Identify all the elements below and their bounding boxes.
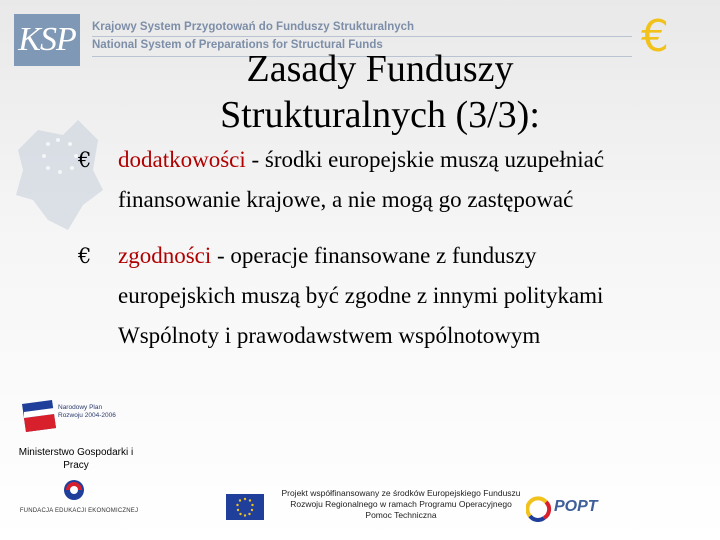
- bullet-term: zgodności: [118, 243, 212, 268]
- ksp-logo: KSP: [14, 14, 80, 66]
- header-line-pl: Krajowy System Przygotowań do Funduszy Strukturalnych: [92, 21, 415, 33]
- bullet-text: - środki europejskie muszą uzupełniać finansowanie krajowe, a nie mogą go zastępować: [118, 147, 605, 212]
- fundacja-label: FUNDACJA EDUKACJI EKONOMICZNEJ: [19, 508, 139, 514]
- bullet-list: [78, 140, 658, 372]
- euro-logo-icon: €: [641, 11, 669, 62]
- bullet-text: - operacje finansowane z funduszy europejskich muszą być zgodne z innymi politykami Wspólnoty i prawodawstwem wspólnotowym: [118, 243, 604, 348]
- popt-label: POPT: [554, 498, 598, 515]
- bullet-term: dodatkowości: [118, 147, 246, 172]
- fundacja-logo-icon: [60, 478, 88, 502]
- slide-title: Zasady Funduszy Strukturalnych (3/3):: [220, 48, 540, 136]
- header-line-en: National System of Preparations for Structural Funds: [92, 39, 383, 51]
- ministry-label: Ministerstwo Gospodarki i Pracy: [18, 447, 134, 471]
- popt-logo-icon: [526, 496, 552, 522]
- euro-bullet-icon: €: [78, 244, 92, 268]
- project-funding-note: Projekt współfinansowany ze środków Europejskiego Funduszu Rozwoju Regionalnego w ramach Programu Operacyjnego Pomoc Techniczna: [281, 488, 521, 520]
- eu-flag-icon: [226, 494, 264, 520]
- euro-bullet-icon: €: [78, 148, 92, 172]
- npr-label: Narodowy Plan Rozwoju 2004-2006: [58, 404, 116, 419]
- bullet-item: [78, 236, 658, 356]
- bullet-item: [78, 140, 658, 220]
